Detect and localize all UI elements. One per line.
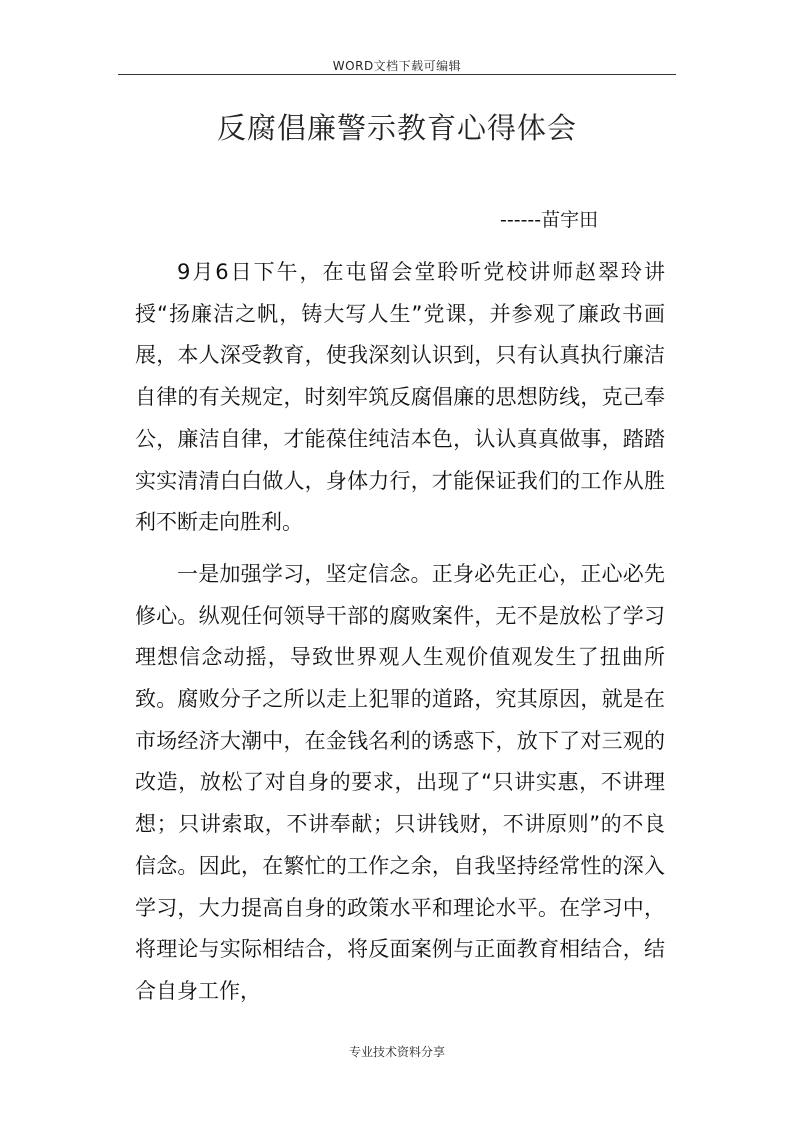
page-footer-text: 专业技术资料分享 <box>348 1045 445 1059</box>
document-body <box>135 252 665 1023</box>
document-title: 反腐倡廉警示教育心得体会 <box>216 111 577 145</box>
paragraph-1: 9月6日下午，在屯留会堂聆听党校讲师赵翠玲讲授“扬廉洁之帆，铸大写人生”党课，并参观了廉政书画展，本人深受教育，使我深刻认识到，只有认真执行廉洁自律的有关规定，时刻牢筑反腐倡廉的思想防线，克己奉公，廉洁自律，才能葆住纯洁本色，认认真真做事，踏踏实实清清白白做人，身体力行，才能保证我们的工作从胜利不断走向胜利。 <box>135 260 665 535</box>
header-divider <box>118 74 676 75</box>
author-line: ------苗宇田 <box>500 209 599 231</box>
paragraph-2: 一是加强学习，坚定信念。正身必先正心，正心必先修心。纵观任何领导干部的腐败案件，无不是放松了学习理想信念动摇，导致世界观人生观价值观发生了扭曲所致。腐败分子之所以走上犯罪的道路，究其原因，就是在市场经济大潮中，在金钱名利的诱惑下，放下了对三观的改造，放松了对自身的要求，出现了“只讲实惠，不讲理想；只讲索取，不讲奉献；只讲钱财，不讲原则”的不良信念。因此，在繁忙的工作之余，自我坚持经常性的深入学习，大力提高自身的政策水平和理论水平。在学习中，将理论与实际相结合，将反面案例与正面教育相结合，结合自身工作， <box>135 561 665 1003</box>
page-header-text: WORD文档下载可编辑 <box>332 59 462 73</box>
